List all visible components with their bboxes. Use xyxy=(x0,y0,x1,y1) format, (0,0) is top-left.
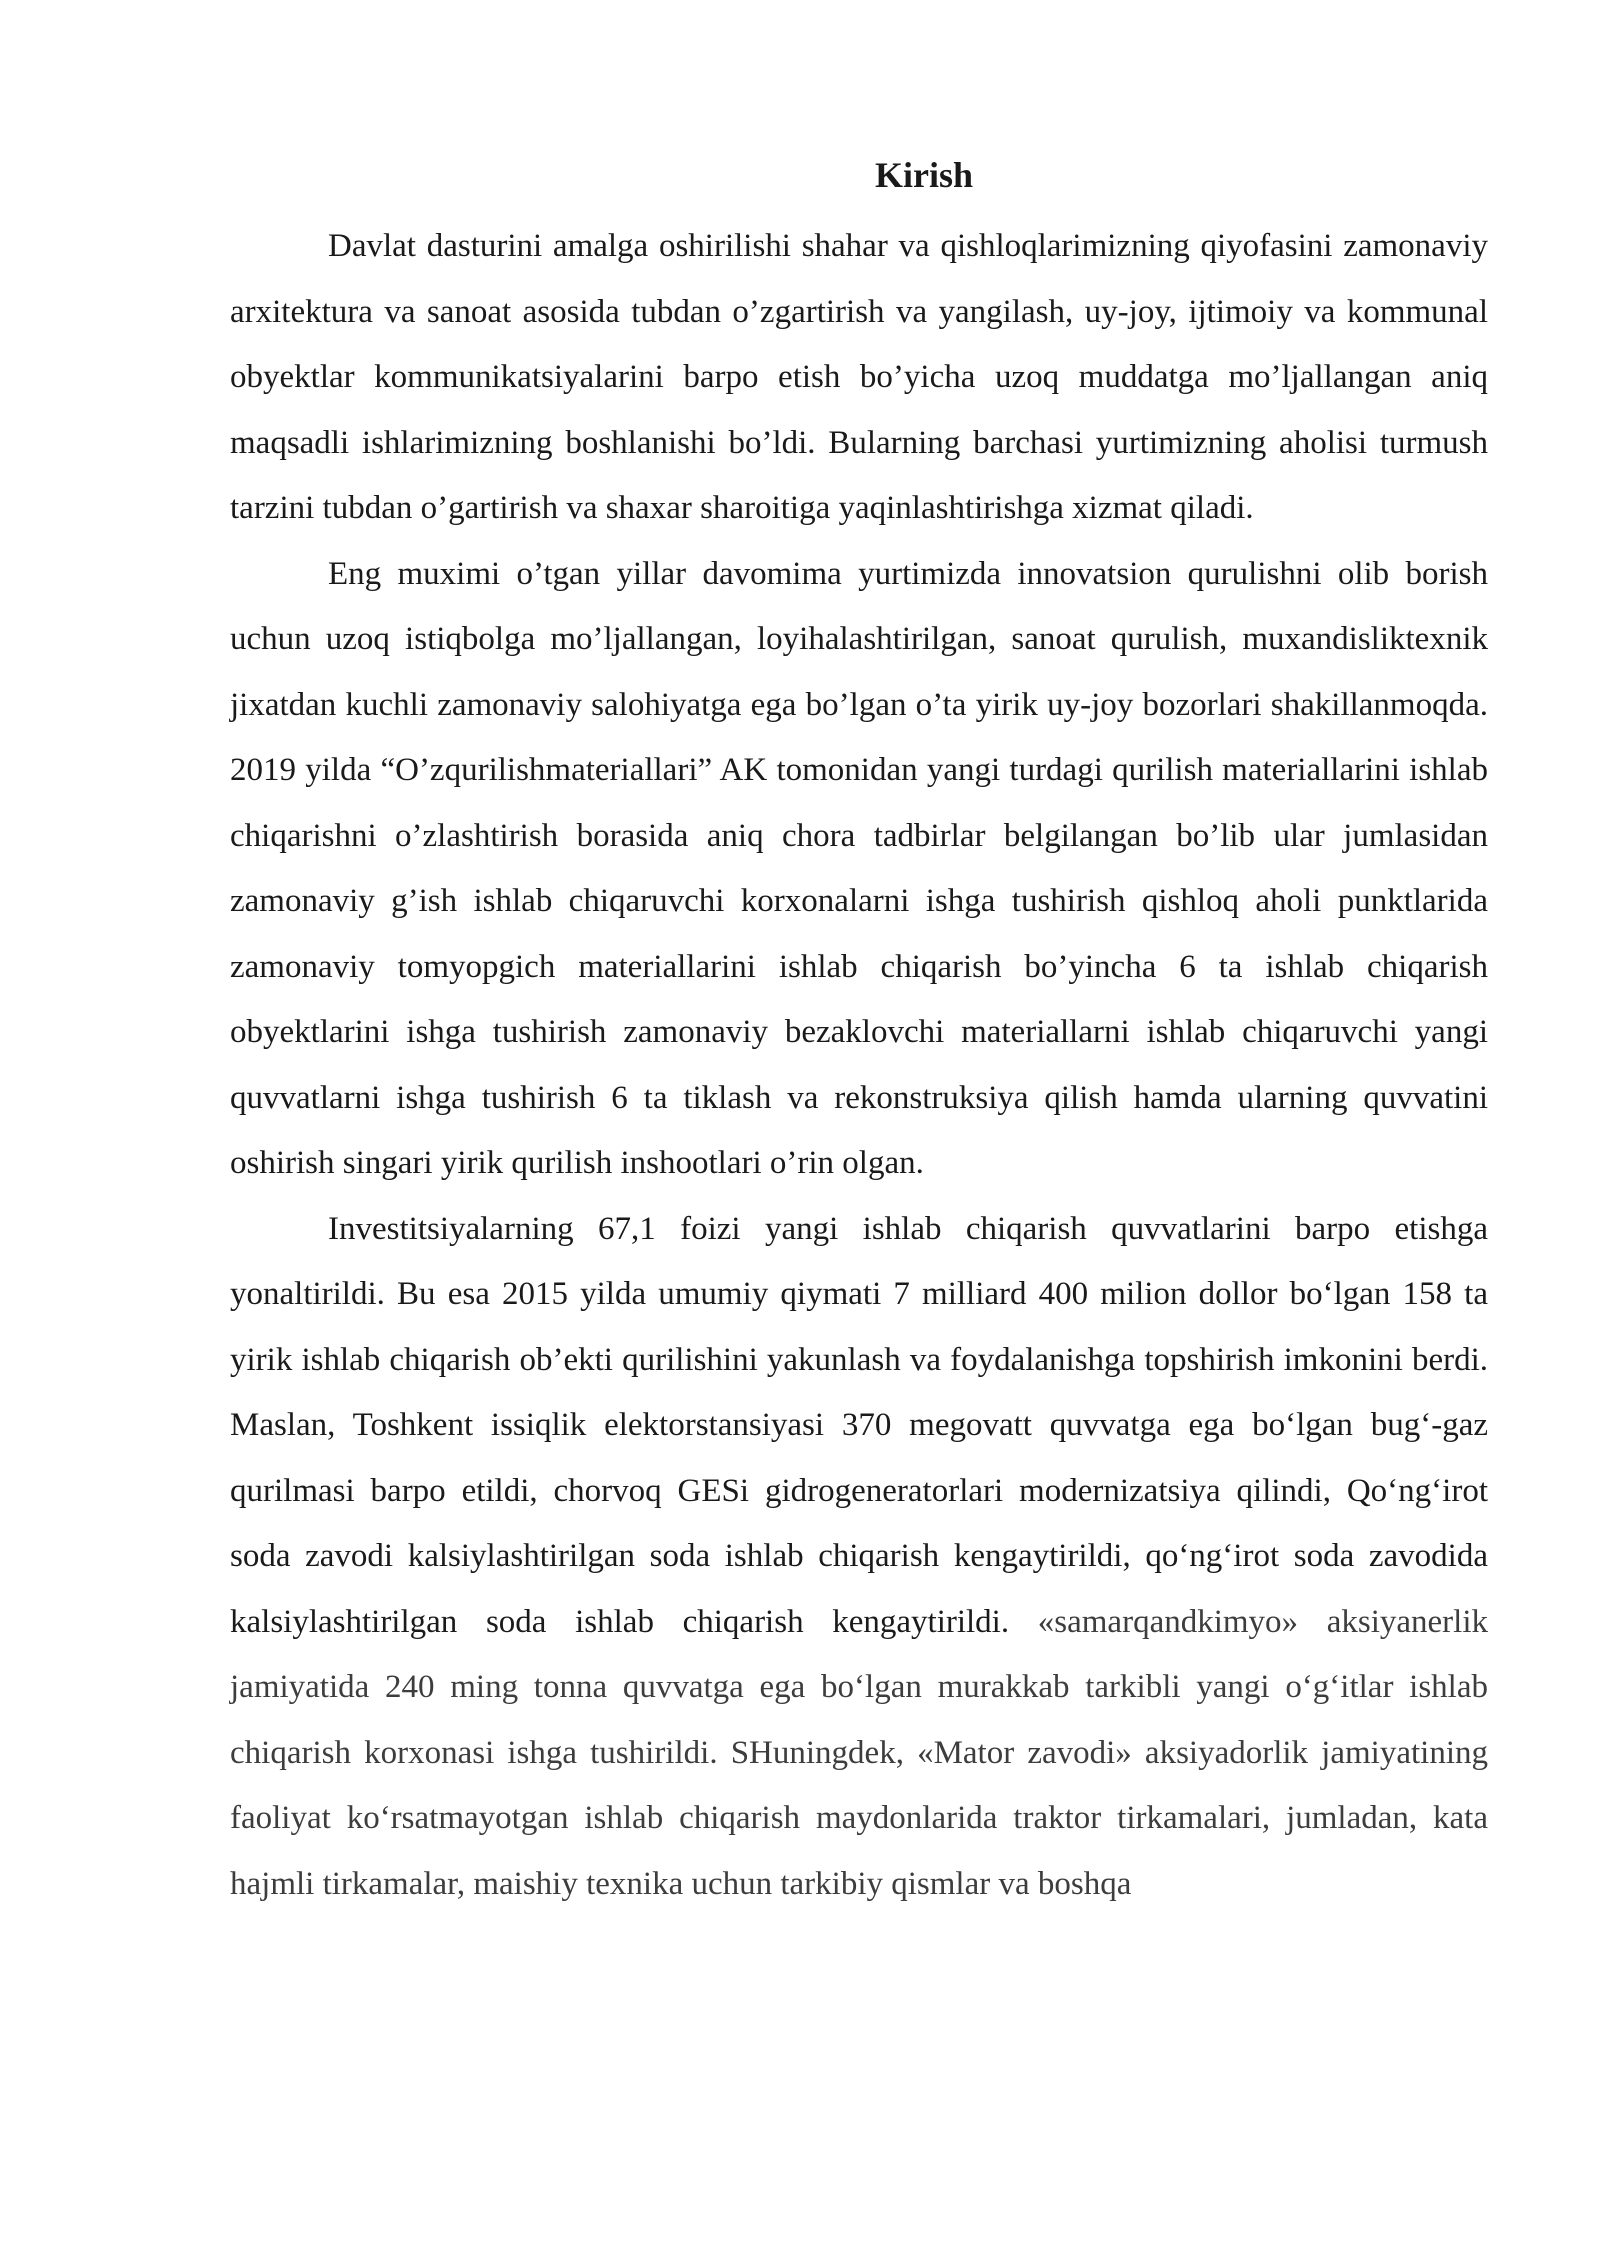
paragraph-3-tail: «samarqandkimyo» aksiyanerlik jamiyatida 240 ming tonna quvvatga ega bo‘lgan murakkab tarkibli yangi o‘g‘itlar ishlab chiqarish korxonasi ishga tushirildi. SHuningdek, «Mator zavodi» aksiyadorlik jamiyatining faoliyat ko‘rsatmayotgan ishlab chiqarish maydonlarida traktor tirkamalari, jumladan, kata hajmli tirkamalar, maishiy texnika uchun tarkibiy qismlar va boshqa xyxy=(230,1603,1488,1902)
page-title: Kirish xyxy=(874,155,973,195)
paragraph-3 xyxy=(230,1197,1488,1918)
paragraph-2: Eng muximi o’tgan yillar davomima yurtimizda innovatsion qurulishni olib borish uchun uzoq istiqbolga mo’ljallangan, loyihalashtirilgan, sanoat qurulish, muxandisliktexnik jixatdan kuchli zamonaviy salohiyatga ega bo’lgan o’ta yirik uy-joy bozorlari shakillanmoqda. 2019 yilda “O’zqurilishmateriallari” AK tomonidan yangi turdagi qurilish materiallarini ishlab chiqarishni o’zlashtirish borasida aniq chora tadbirlar belgilangan bo’lib ular jumlasidan zamonaviy g’ish ishlab chiqaruvchi korxonalarni ishga tushirish qishloq aholi punktlarida zamonaviy tomyopgich materiallarini ishlab chiqarish bo’yincha 6 ta ishlab chiqarish obyektlarini ishga tushirish zamonaviy bezaklovchi materiallarni ishlab chiqaruvchi yangi quvvatlarni ishga tushirish 6 ta tiklash va rekonstruksiya qilish hamda ularning quvvatini oshirish singari yirik qurilish inshootlari o’rin olgan. xyxy=(230,555,1488,1181)
paragraph-3-main: Investitsiyalarning 67,1 foizi yangi ishlab chiqarish quvvatlarini barpo etishga yonaltirildi. Bu esa 2015 yilda umumiy qiymati 7 milliard 400 milion dollor bo‘lgan 158 ta yirik ishlab chiqarish ob’ekti qurilishini yakunlash va foydalanishga topshirish imkonini berdi. Maslan, Toshkent issiqlik elektorstansiyasi 370 megovatt quvvatga ega bo‘lgan bug‘-gaz qurilmasi barpo etildi, chorvoq GESi gidrogeneratorlari modernizatsiya qilindi, Qo‘ng‘irot soda zavodi kalsiylashtirilgan soda ishlab chiqarish kengaytirildi, qo‘ng‘irot soda zavodida kalsiylashtirilgan soda ishlab chiqarish kengaytirildi. xyxy=(230,1210,1488,1640)
document-page xyxy=(230,150,1488,1917)
paragraph-1: Davlat dasturini amalga oshirilishi shahar va qishloqlarimizning qiyofasini zamonaviy arxitektura va sanoat asosida tubdan o’zgartirish va yangilash, uy-joy, ijtimoiy va kommunal obyektlar kommunikatsiyalarini barpo etish bo’yicha uzoq muddatga mo’ljallangan aniq maqsadli ishlarimizning boshlanishi bo’ldi. Bularning barchasi yurtimizning aholisi turmush tarzini tubdan o’gartirish va shaxar sharoitiga yaqinlashtirishga xizmat qiladi. xyxy=(230,228,1488,526)
